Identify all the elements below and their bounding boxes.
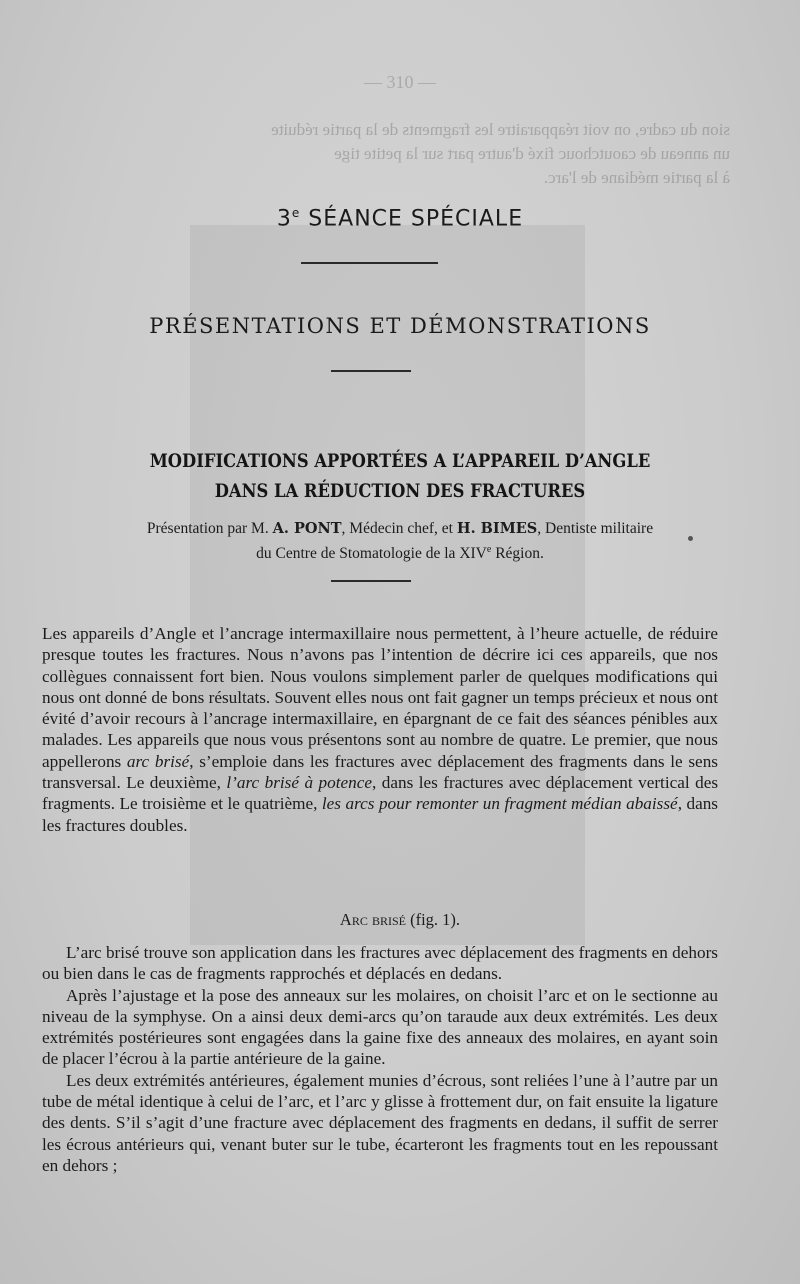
divider-rule [331, 580, 411, 582]
byline-affiliation: du Centre de Stomatologie de la XIVe Région. [256, 544, 544, 563]
byline-role: , Dentiste militaire [537, 520, 654, 537]
show-through-page-number: — 310 — [364, 72, 436, 92]
article-title-line: DANS LA RÉDUCTION DES FRACTURES [214, 480, 586, 502]
divider-rule [331, 370, 411, 372]
article-byline [0, 518, 800, 564]
subsection-title: Arc brisé (fig. 1). [339, 910, 461, 929]
section-heading: 3e SÉANCE SPÉCIALE [276, 206, 524, 232]
paragraph: Les deux extrémités antérieures, également munies d’écrous, sont reliées l’une à l’autre par un tube de métal identique à celui de l’arc, et l’arc y glisse à frottement dur, on fait ensuite la ligature des dents. S’il s’agit d’une fracture avec déplacement des fragments en dedans, il suffit de serrer les écrous antérieurs qui, venant buter sur le tube, écarteront les fragments tout en les repoussant en dehors ; [42, 1070, 718, 1175]
article-title-line: MODIFICATIONS APPORTÉES A L’APPAREIL D’ANGLE [149, 450, 651, 472]
show-through-text: sion du cadre, on voit réapparaitre les fragments de la partie réduite un anneau de caoutchouc fixé d'autre part sur la petite tige à la partie médiane de l'arc. [271, 120, 730, 187]
emphasis: arc brisé [126, 751, 190, 771]
author-pont: A. PONT [272, 520, 342, 537]
emphasis: l’arc brisé à potence [226, 773, 372, 793]
article-title [0, 446, 800, 506]
ink-spot [688, 536, 693, 541]
emphasis: les arcs pour remonter un fragment médian abaissé [321, 794, 678, 814]
byline-role: , Médecin chef, et [341, 520, 457, 537]
divider-rule [301, 262, 438, 264]
byline-prefix: Présentation par M. [146, 520, 273, 537]
author-bimes: H. BIMES [456, 520, 538, 537]
section-subheading: PRÉSENTATIONS ET DÉMONSTRATIONS [149, 314, 651, 338]
paragraph: L’arc brisé trouve son application dans les fractures avec déplacement des fragments en dehors ou bien dans le cas de fragments rapprochés et déplacés en dedans. [42, 943, 718, 984]
paragraph: Après l’ajustage et la pose des anneaux sur les molaires, on choisit l’arc et on le sectionne au niveau de la symphyse. On a ainsi deux demi-arcs qu’on taraude aux deux extrémités. Les deux extrémités postérieures sont engagées dans la gaine fixe des anneaux des molaires, en ayant soin de placer l’écrou à la partie antérieure de la gaine. [42, 985, 718, 1069]
body-text [42, 942, 718, 1176]
intro-paragraph: Les appareils d’Angle et l’ancrage intermaxillaire nous permettent, à l’heure actuelle, de réduire presque toutes les fractures. Nous n’avons pas l’intention de décrire ici ces appareils, que nos collègues connaissent fort bien. Nous voulons simplement parler de quelques modifications qui nous ont donné de bons résultats. Souvent elles nous ont fait gagner un temps précieux et nous ont évité d’avoir recours à l’ancrage intermaxillaire, en épargnant de ce fait des séances pénibles aux malades. Les appareils que nous vous présentons sont au nombre de quatre. Le premier, que nous appellerons arc brisé, s’emploie dans les fractures avec déplacement des fragments dans le sens transversal. Le deuxième, l’arc brisé à potence, dans les fractures avec déplacement vertical des fragments. Le troisième et le quatrième, les arcs pour remonter un fragment médian abaissé, dans les fractures doubles. [42, 624, 719, 835]
